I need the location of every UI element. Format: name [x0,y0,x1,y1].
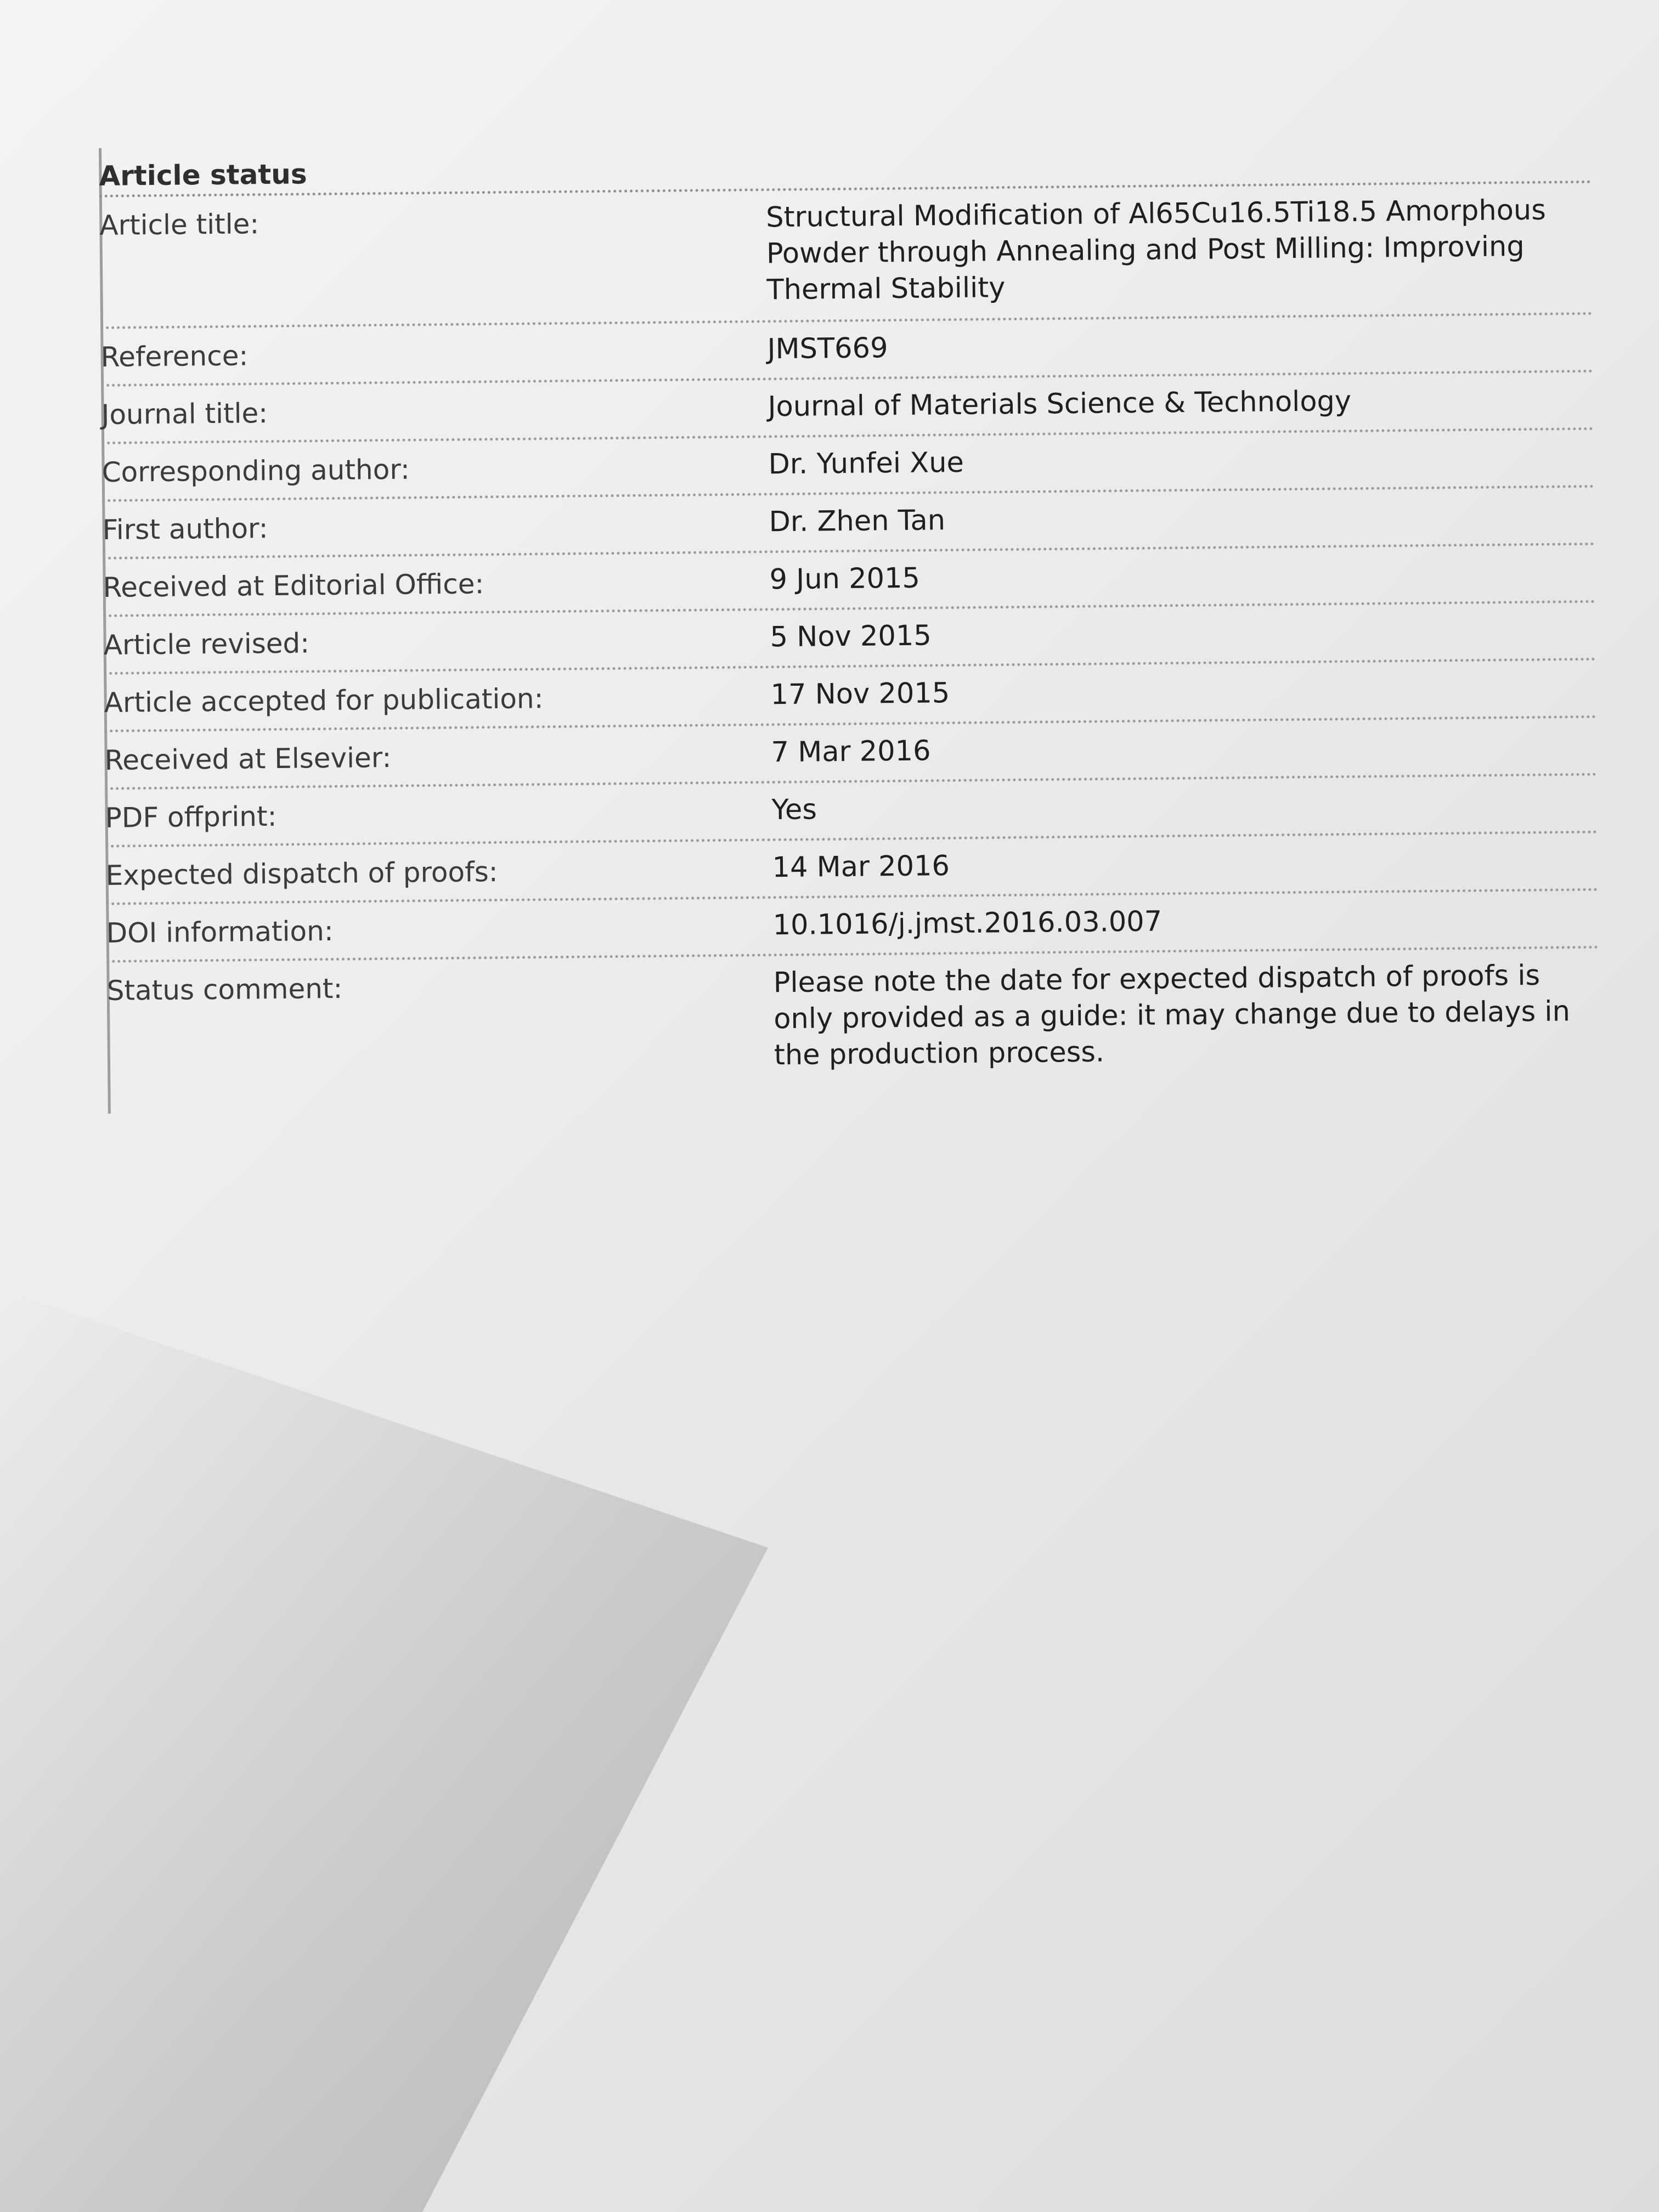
row-value: 10.1016/j.jmst.2016.03.007 [772,905,1163,942]
row-value: Journal of Materials Science & Technology [768,385,1352,424]
row-value: 7 Mar 2016 [771,735,931,769]
row-label: Article accepted for publication: [104,682,544,719]
row-value: Yes [771,793,817,827]
row-label: Article revised: [103,627,310,661]
row-label: Article title: [99,208,259,241]
row-value: 17 Nov 2015 [770,677,950,712]
row-label: Received at Elsevier: [104,741,392,776]
row-value: Dr. Zhen Tan [769,504,946,539]
row-label: Status comment: [106,972,343,1007]
row-article-title [99,183,1593,329]
page-shadow [0,1289,768,2212]
heading-text: Article status [99,158,307,192]
row-value: Structural Modification of Al65Cu16.5Ti18.5 Amorphous Powder through Annealing and Post Milling: Improving Thermal Stability [765,194,1547,307]
row-label: Received at Editorial Office: [103,568,484,603]
row-value: JMST669 [767,332,888,366]
row-value: Please note the date for expected dispatch of proofs is only provided as a guide: it may change due to delays in the production process. [773,959,1571,1072]
row-label: Corresponding author: [101,453,410,488]
row-value: 14 Mar 2016 [772,850,950,884]
row-value: 9 Jun 2015 [769,562,921,596]
row-value: 5 Nov 2015 [770,619,932,654]
article-status-sheet [99,134,1591,1072]
row-value: Dr. Yunfei Xue [768,446,964,481]
row-label: First author: [102,512,268,546]
row-label: Journal title: [101,397,268,431]
row-label: Expected dispatch of proofs: [105,856,498,891]
row-label: PDF offprint: [105,800,277,834]
row-label: DOI information: [106,915,334,949]
row-status-comment [106,949,1600,1094]
row-label: Reference: [100,340,249,373]
